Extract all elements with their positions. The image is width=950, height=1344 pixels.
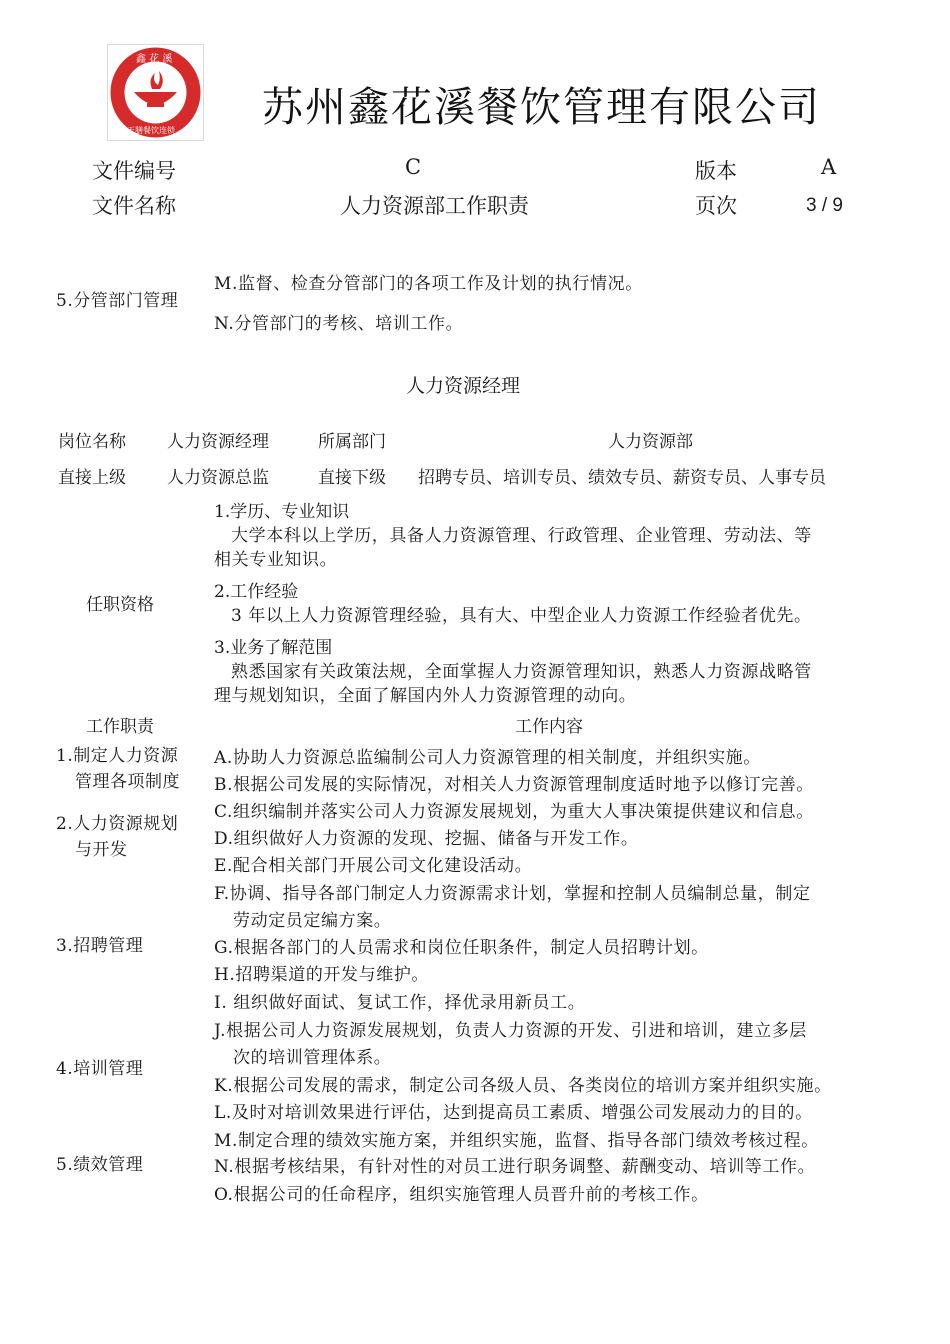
duty-item: I. 组织做好面试、复试工作，择优录用新员工。: [214, 993, 586, 1013]
duty-item: F.协调、指导各部门制定人力资源需求计划，掌握和控制人员编制总量，制定: [214, 884, 811, 904]
version-value: A: [821, 155, 837, 179]
category-1-line2: 管理各项制度: [75, 772, 180, 792]
page-label: 页次: [695, 194, 737, 218]
duty-item: A.协助人力资源总监编制公司人力资源管理的相关制度，并组织实施。: [214, 748, 761, 768]
duty-item: J.根据公司人力资源发展规划，负责人力资源的开发、引进和培训，建立多层: [214, 1021, 807, 1041]
duties-header-right: 工作内容: [515, 717, 583, 737]
doc-number-label: 文件编号: [92, 159, 176, 183]
version-label: 版本: [695, 159, 737, 183]
company-logo: [107, 44, 204, 141]
category-3: 3.招聘管理: [56, 936, 144, 956]
qualification-text: 理与规划知识，全面了解国内外人力资源管理的动向。: [214, 686, 637, 706]
category-2-line1: 2.人力资源规划: [56, 814, 179, 834]
duty-item: B.根据公司发展的实际情况，对相关人力资源管理制度适时地予以修订完善。: [214, 775, 814, 795]
subordinate-label: 直接下级: [318, 468, 386, 488]
duty-item: L.及时对培训效果进行评估，达到提高员工素质、增强公司发展动力的目的。: [214, 1103, 813, 1123]
duties-header-left: 工作职责: [86, 717, 154, 737]
duty-item: G.根据各部门的人员需求和岗位任职条件，制定人员招聘计划。: [214, 938, 709, 958]
logo-bottom-text: 玉膳餐饮连锁: [127, 126, 175, 135]
duty-item: M.制定合理的绩效实施方案，并组织实施，监督、指导各部门绩效考核过程。: [214, 1131, 819, 1151]
duty-item: N.根据考核结果，有针对性的对员工进行职务调整、薪酬变动、培训等工作。: [214, 1157, 816, 1177]
duty-item: H.招聘渠道的开发与维护。: [214, 965, 430, 985]
superior-value: 人力资源总监: [167, 468, 269, 488]
duty-item: O.根据公司的任命程序，组织实施管理人员晋升前的考核工作。: [214, 1185, 709, 1205]
qualification-text: 熟悉国家有关政策法规，全面掌握人力资源管理知识，熟悉人力资源战略管: [231, 662, 812, 682]
duty-item-continued: 次的培训管理体系。: [233, 1048, 392, 1068]
duty-item: C.组织编制并落实公司人力资源发展规划，为重大人事决策提供建议和信息。: [214, 802, 814, 822]
logo-top-text: 鑫 花 溪: [136, 54, 173, 65]
position-name-value: 人力资源经理: [167, 432, 269, 452]
department-label: 所属部门: [318, 432, 386, 452]
prev-item-m: M.监督、检查分管部门的各项工作及计划的执行情况。: [214, 274, 643, 294]
doc-name-label: 文件名称: [92, 194, 176, 218]
prev-item-n: N.分管部门的考核、培训工作。: [214, 314, 464, 334]
doc-number-value: C: [405, 155, 422, 179]
position-name-label: 岗位名称: [58, 432, 126, 452]
duty-item: K.根据公司发展的需求，制定公司各级人员、各类岗位的培训方案并组织实施。: [214, 1076, 832, 1096]
category-2-line2: 与开发: [75, 840, 128, 860]
category-4: 4.培训管理: [56, 1059, 144, 1079]
qualification-title: 3.业务了解范围: [214, 638, 333, 658]
qualifications-label: 任职资格: [86, 595, 154, 615]
qualification-text: 3 年以上人力资源管理经验，具有大、中型企业人力资源工作经验者优先。: [231, 606, 812, 626]
superior-label: 直接上级: [58, 468, 126, 488]
page-value: 3 / 9: [806, 195, 843, 216]
company-name: 苏州鑫花溪餐饮管理有限公司: [262, 83, 821, 131]
subordinate-value: 招聘专员、培训专员、绩效专员、薪资专员、人事专员: [418, 468, 826, 488]
qualification-title: 2.工作经验: [214, 582, 299, 602]
prev-category-label: 5.分管部门管理: [56, 291, 179, 311]
duty-item: E.配合相关部门开展公司文化建设活动。: [214, 856, 533, 876]
qualification-text: 大学本科以上学历，具备人力资源管理、行政管理、企业管理、劳动法、等: [231, 526, 812, 546]
section-title: 人力资源经理: [406, 375, 521, 397]
department-value: 人力资源部: [608, 432, 693, 452]
qualification-text: 相关专业知识。: [214, 550, 338, 570]
qualification-title: 1.学历、专业知识: [214, 502, 350, 522]
category-5: 5.绩效管理: [56, 1155, 144, 1175]
category-1-line1: 1.制定人力资源: [56, 746, 179, 766]
doc-name-value: 人力资源部工作职责: [340, 194, 529, 218]
duty-item-continued: 劳动定员定编方案。: [233, 911, 392, 931]
duty-item: D.组织做好人力资源的发现、挖掘、储备与开发工作。: [214, 829, 639, 849]
